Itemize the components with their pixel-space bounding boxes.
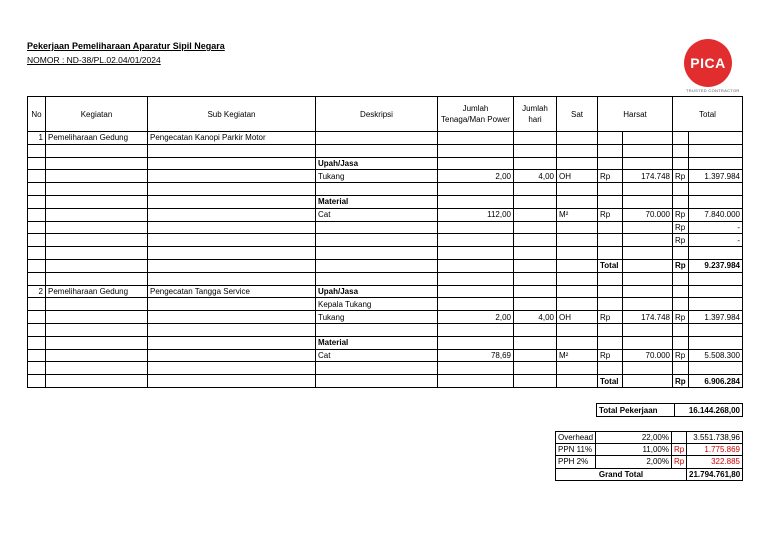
total-value-cell: - [689, 221, 743, 234]
sub-kegiatan-cell [148, 234, 316, 247]
summary-label: Overhead [556, 432, 596, 444]
sub-kegiatan-cell [148, 144, 316, 157]
sub-kegiatan-cell [148, 298, 316, 311]
row-no-cell [28, 349, 46, 362]
col-header-harsat: Harsat [598, 97, 673, 132]
summary-currency: Rp [672, 456, 687, 468]
harsat-currency-cell: Rp [598, 311, 623, 324]
col-header-sub-kegiatan: Sub Kegiatan [148, 97, 316, 132]
harsat-currency-cell [598, 298, 623, 311]
harsat-currency-cell: Rp [598, 208, 623, 221]
kegiatan-cell: Pemeliharaan Gedung [46, 285, 148, 298]
total-value-cell: 1.397.984 [689, 170, 743, 183]
jumlah-tenaga-cell: 2,00 [438, 170, 514, 183]
table-row [28, 285, 743, 298]
harsat-currency-cell [598, 183, 623, 196]
sat-cell [557, 259, 598, 272]
jumlah-hari-cell [514, 285, 557, 298]
jumlah-hari-cell [514, 132, 557, 145]
harsat-value-cell: 174.748 [623, 311, 673, 324]
deskripsi-cell: Upah/Jasa [316, 285, 438, 298]
sub-kegiatan-cell [148, 247, 316, 260]
row-no-cell [28, 208, 46, 221]
table-row [28, 311, 743, 324]
jumlah-tenaga-cell [438, 272, 514, 285]
col-header-total: Total [673, 97, 743, 132]
row-no-cell [28, 272, 46, 285]
jumlah-tenaga-cell [438, 157, 514, 170]
table-row [28, 362, 743, 375]
jumlah-hari-cell [514, 259, 557, 272]
jumlah-tenaga-cell [438, 132, 514, 145]
jumlah-hari-cell [514, 349, 557, 362]
deskripsi-cell: Tukang [316, 311, 438, 324]
table-row [28, 195, 743, 208]
grand-total-row [556, 468, 743, 480]
sat-cell [557, 183, 598, 196]
total-value-cell [689, 285, 743, 298]
jumlah-hari-cell [514, 336, 557, 349]
kegiatan-cell: Pemeliharaan Gedung [46, 132, 148, 145]
jumlah-hari-cell: 4,00 [514, 170, 557, 183]
kegiatan-cell [46, 183, 148, 196]
jumlah-hari-cell [514, 183, 557, 196]
jumlah-tenaga-cell [438, 195, 514, 208]
harsat-currency-cell [598, 323, 623, 336]
col-header-no: No [28, 97, 46, 132]
harsat-value-cell [623, 285, 673, 298]
sat-cell [557, 285, 598, 298]
summary-percent: 22,00% [596, 432, 672, 444]
deskripsi-cell [316, 375, 438, 388]
table-row [28, 247, 743, 260]
sat-cell [557, 323, 598, 336]
harsat-currency-cell [598, 144, 623, 157]
summary-value: 322.885 [687, 456, 743, 468]
sat-cell [557, 272, 598, 285]
harsat-value-cell [623, 336, 673, 349]
harsat-currency-cell: Total [598, 259, 623, 272]
table-row [28, 170, 743, 183]
total-currency-cell: Rp [673, 208, 689, 221]
kegiatan-cell [46, 375, 148, 388]
summary-currency [672, 432, 687, 444]
jumlah-hari-cell [514, 272, 557, 285]
total-value-cell [689, 132, 743, 145]
harsat-value-cell [623, 221, 673, 234]
table-row [28, 298, 743, 311]
total-value-cell [689, 336, 743, 349]
total-value-cell [689, 323, 743, 336]
document-number: NOMOR : ND-38/PL.02.04/01/2024 [27, 55, 161, 65]
kegiatan-cell [46, 170, 148, 183]
total-currency-cell [673, 298, 689, 311]
row-no-cell: 2 [28, 285, 46, 298]
summary-row [556, 456, 743, 468]
sub-kegiatan-cell [148, 272, 316, 285]
sub-kegiatan-cell [148, 208, 316, 221]
deskripsi-cell: Material [316, 336, 438, 349]
deskripsi-cell: Upah/Jasa [316, 157, 438, 170]
kegiatan-cell [46, 362, 148, 375]
kegiatan-cell [46, 195, 148, 208]
jumlah-hari-cell [514, 375, 557, 388]
harsat-value-cell [623, 132, 673, 145]
total-value-cell [689, 157, 743, 170]
col-header-sat: Sat [557, 97, 598, 132]
total-currency-cell: Rp [673, 234, 689, 247]
sat-cell [557, 247, 598, 260]
harsat-currency-cell: Rp [598, 349, 623, 362]
sub-kegiatan-cell: Pengecatan Tangga Service [148, 285, 316, 298]
deskripsi-cell [316, 132, 438, 145]
total-currency-cell [673, 195, 689, 208]
total-currency-cell [673, 336, 689, 349]
deskripsi-cell [316, 272, 438, 285]
kegiatan-cell [46, 157, 148, 170]
summary-table [555, 431, 743, 481]
harsat-value-cell [623, 375, 673, 388]
jumlah-hari-cell [514, 247, 557, 260]
table-row [28, 157, 743, 170]
jumlah-tenaga-cell: 2,00 [438, 311, 514, 324]
sub-kegiatan-cell [148, 221, 316, 234]
summary-value: 1.775.869 [687, 444, 743, 456]
sat-cell: OH [557, 311, 598, 324]
harsat-value-cell [623, 323, 673, 336]
harsat-currency-cell [598, 221, 623, 234]
kegiatan-cell [46, 298, 148, 311]
col-header-kegiatan: Kegiatan [46, 97, 148, 132]
harsat-currency-cell [598, 247, 623, 260]
company-logo [684, 39, 732, 87]
harsat-value-cell [623, 144, 673, 157]
harsat-currency-cell [598, 157, 623, 170]
harsat-currency-cell [598, 195, 623, 208]
harsat-value-cell: 174.748 [623, 170, 673, 183]
sub-kegiatan-cell [148, 336, 316, 349]
jumlah-tenaga-cell: 112,00 [438, 208, 514, 221]
row-no-cell [28, 144, 46, 157]
harsat-value-cell [623, 157, 673, 170]
summary-row [556, 432, 743, 444]
sub-kegiatan-cell [148, 362, 316, 375]
deskripsi-cell: Material [316, 195, 438, 208]
col-header-deskripsi: Deskripsi [316, 97, 438, 132]
table-row [28, 375, 743, 388]
total-currency-cell: Rp [673, 375, 689, 388]
summary-percent: 11,00% [596, 444, 672, 456]
summary-label: PPH 2% [556, 456, 596, 468]
total-value-cell: - [689, 234, 743, 247]
total-currency-cell: Rp [673, 311, 689, 324]
jumlah-tenaga-cell [438, 221, 514, 234]
harsat-value-cell [623, 247, 673, 260]
sat-cell [557, 336, 598, 349]
jumlah-tenaga-cell [438, 247, 514, 260]
total-currency-cell [673, 144, 689, 157]
kegiatan-cell [46, 311, 148, 324]
table-row [28, 221, 743, 234]
sub-kegiatan-cell [148, 183, 316, 196]
jumlah-tenaga-cell [438, 375, 514, 388]
summary-row [556, 444, 743, 456]
jumlah-hari-cell [514, 144, 557, 157]
row-no-cell [28, 336, 46, 349]
table-row [28, 183, 743, 196]
document-title: Pekerjaan Pemeliharaan Aparatur Sipil Negara [27, 41, 225, 51]
jumlah-hari-cell [514, 298, 557, 311]
table-row [28, 259, 743, 272]
total-value-cell [689, 195, 743, 208]
kegiatan-cell [46, 234, 148, 247]
harsat-value-cell [623, 259, 673, 272]
harsat-currency-cell [598, 336, 623, 349]
total-currency-cell [673, 362, 689, 375]
row-no-cell [28, 195, 46, 208]
total-value-cell: 9.237.984 [689, 259, 743, 272]
row-no-cell [28, 221, 46, 234]
table-row [28, 323, 743, 336]
row-no-cell [28, 259, 46, 272]
table-row [28, 234, 743, 247]
table-row [28, 132, 743, 145]
row-no-cell [28, 157, 46, 170]
sat-cell [557, 375, 598, 388]
jumlah-hari-cell [514, 234, 557, 247]
harsat-value-cell [623, 298, 673, 311]
jumlah-tenaga-cell [438, 285, 514, 298]
summary-label: PPN 11% [556, 444, 596, 456]
total-value-cell [689, 247, 743, 260]
total-currency-cell: Rp [673, 259, 689, 272]
jumlah-hari-cell: 4,00 [514, 311, 557, 324]
total-value-cell [689, 362, 743, 375]
deskripsi-cell [316, 221, 438, 234]
harsat-value-cell: 70.000 [623, 349, 673, 362]
sub-kegiatan-cell [148, 195, 316, 208]
total-pekerjaan-table [596, 403, 743, 417]
table-row [28, 208, 743, 221]
deskripsi-cell [316, 183, 438, 196]
sat-cell [557, 221, 598, 234]
deskripsi-cell: Cat [316, 349, 438, 362]
harsat-currency-cell: Rp [598, 170, 623, 183]
row-no-cell [28, 183, 46, 196]
row-no-cell [28, 247, 46, 260]
harsat-currency-cell: Total [598, 375, 623, 388]
total-pekerjaan-row [597, 404, 743, 417]
kegiatan-cell [46, 259, 148, 272]
deskripsi-cell [316, 323, 438, 336]
rab-table [27, 96, 743, 388]
total-value-cell [689, 298, 743, 311]
jumlah-tenaga-cell [438, 144, 514, 157]
grand-total-value: 21.794.761,80 [687, 468, 743, 480]
table-row [28, 272, 743, 285]
kegiatan-cell [46, 336, 148, 349]
kegiatan-cell [46, 144, 148, 157]
total-currency-cell [673, 323, 689, 336]
jumlah-tenaga-cell [438, 298, 514, 311]
total-value-cell [689, 183, 743, 196]
row-no-cell [28, 362, 46, 375]
sat-cell: OH [557, 170, 598, 183]
total-pekerjaan-label: Total Pekerjaan [597, 404, 675, 417]
summary-percent: 2,00% [596, 456, 672, 468]
jumlah-hari-cell [514, 208, 557, 221]
row-no-cell [28, 234, 46, 247]
deskripsi-cell: Tukang [316, 170, 438, 183]
kegiatan-cell [46, 221, 148, 234]
sat-cell [557, 298, 598, 311]
harsat-currency-cell [598, 362, 623, 375]
kegiatan-cell [46, 272, 148, 285]
logo-tagline: TRUSTED CONTRACTOR [686, 88, 740, 93]
harsat-currency-cell [598, 234, 623, 247]
sub-kegiatan-cell [148, 311, 316, 324]
logo-text: PICA [690, 55, 726, 71]
jumlah-hari-cell [514, 221, 557, 234]
sat-cell [557, 234, 598, 247]
jumlah-tenaga-cell [438, 323, 514, 336]
harsat-currency-cell [598, 285, 623, 298]
sat-cell: M² [557, 208, 598, 221]
sub-kegiatan-cell [148, 170, 316, 183]
total-currency-cell: Rp [673, 170, 689, 183]
row-no-cell [28, 298, 46, 311]
col-header-jumlah-tenaga: Jumlah Tenaga/Man Power [438, 97, 514, 132]
total-currency-cell [673, 285, 689, 298]
kegiatan-cell [46, 349, 148, 362]
jumlah-tenaga-cell [438, 362, 514, 375]
total-value-cell: 5.508.300 [689, 349, 743, 362]
table-row [28, 349, 743, 362]
jumlah-tenaga-cell [438, 259, 514, 272]
kegiatan-cell [46, 208, 148, 221]
total-value-cell: 7.840.000 [689, 208, 743, 221]
total-pekerjaan-value: 16.144.268,00 [675, 404, 743, 417]
total-currency-cell: Rp [673, 221, 689, 234]
sat-cell [557, 144, 598, 157]
col-header-jumlah-hari: Jumlah hari [514, 97, 557, 132]
sat-cell [557, 362, 598, 375]
deskripsi-cell [316, 247, 438, 260]
total-value-cell: 1.397.984 [689, 311, 743, 324]
total-currency-cell [673, 247, 689, 260]
total-value-cell [689, 272, 743, 285]
harsat-value-cell [623, 234, 673, 247]
sat-cell: M² [557, 349, 598, 362]
harsat-currency-cell [598, 132, 623, 145]
total-currency-cell [673, 183, 689, 196]
harsat-value-cell [623, 195, 673, 208]
sat-cell [557, 157, 598, 170]
row-no-cell: 1 [28, 132, 46, 145]
jumlah-tenaga-cell [438, 336, 514, 349]
total-value-cell [689, 144, 743, 157]
grand-total-label: Grand Total [556, 468, 687, 480]
deskripsi-cell: Kepala Tukang [316, 298, 438, 311]
deskripsi-cell: Cat [316, 208, 438, 221]
summary-currency: Rp [672, 444, 687, 456]
jumlah-tenaga-cell [438, 183, 514, 196]
sat-cell [557, 195, 598, 208]
sub-kegiatan-cell [148, 259, 316, 272]
summary-value: 3.551.738,96 [687, 432, 743, 444]
sat-cell [557, 132, 598, 145]
jumlah-hari-cell [514, 362, 557, 375]
jumlah-tenaga-cell [438, 234, 514, 247]
sub-kegiatan-cell [148, 157, 316, 170]
total-currency-cell: Rp [673, 349, 689, 362]
jumlah-hari-cell [514, 323, 557, 336]
total-currency-cell [673, 157, 689, 170]
kegiatan-cell [46, 247, 148, 260]
sub-kegiatan-cell [148, 375, 316, 388]
deskripsi-cell [316, 259, 438, 272]
harsat-currency-cell [598, 272, 623, 285]
jumlah-hari-cell [514, 195, 557, 208]
total-currency-cell [673, 132, 689, 145]
harsat-value-cell [623, 183, 673, 196]
total-currency-cell [673, 272, 689, 285]
deskripsi-cell [316, 362, 438, 375]
harsat-value-cell: 70.000 [623, 208, 673, 221]
harsat-value-cell [623, 362, 673, 375]
total-value-cell: 6.906.284 [689, 375, 743, 388]
sub-kegiatan-cell: Pengecatan Kanopi Parkir Motor [148, 132, 316, 145]
sub-kegiatan-cell [148, 323, 316, 336]
table-row [28, 144, 743, 157]
jumlah-hari-cell [514, 157, 557, 170]
harsat-value-cell [623, 272, 673, 285]
kegiatan-cell [46, 323, 148, 336]
header-row [28, 97, 743, 132]
row-no-cell [28, 323, 46, 336]
sub-kegiatan-cell [148, 349, 316, 362]
row-no-cell [28, 375, 46, 388]
row-no-cell [28, 311, 46, 324]
deskripsi-cell [316, 144, 438, 157]
table-row [28, 336, 743, 349]
row-no-cell [28, 170, 46, 183]
jumlah-tenaga-cell: 78,69 [438, 349, 514, 362]
deskripsi-cell [316, 234, 438, 247]
